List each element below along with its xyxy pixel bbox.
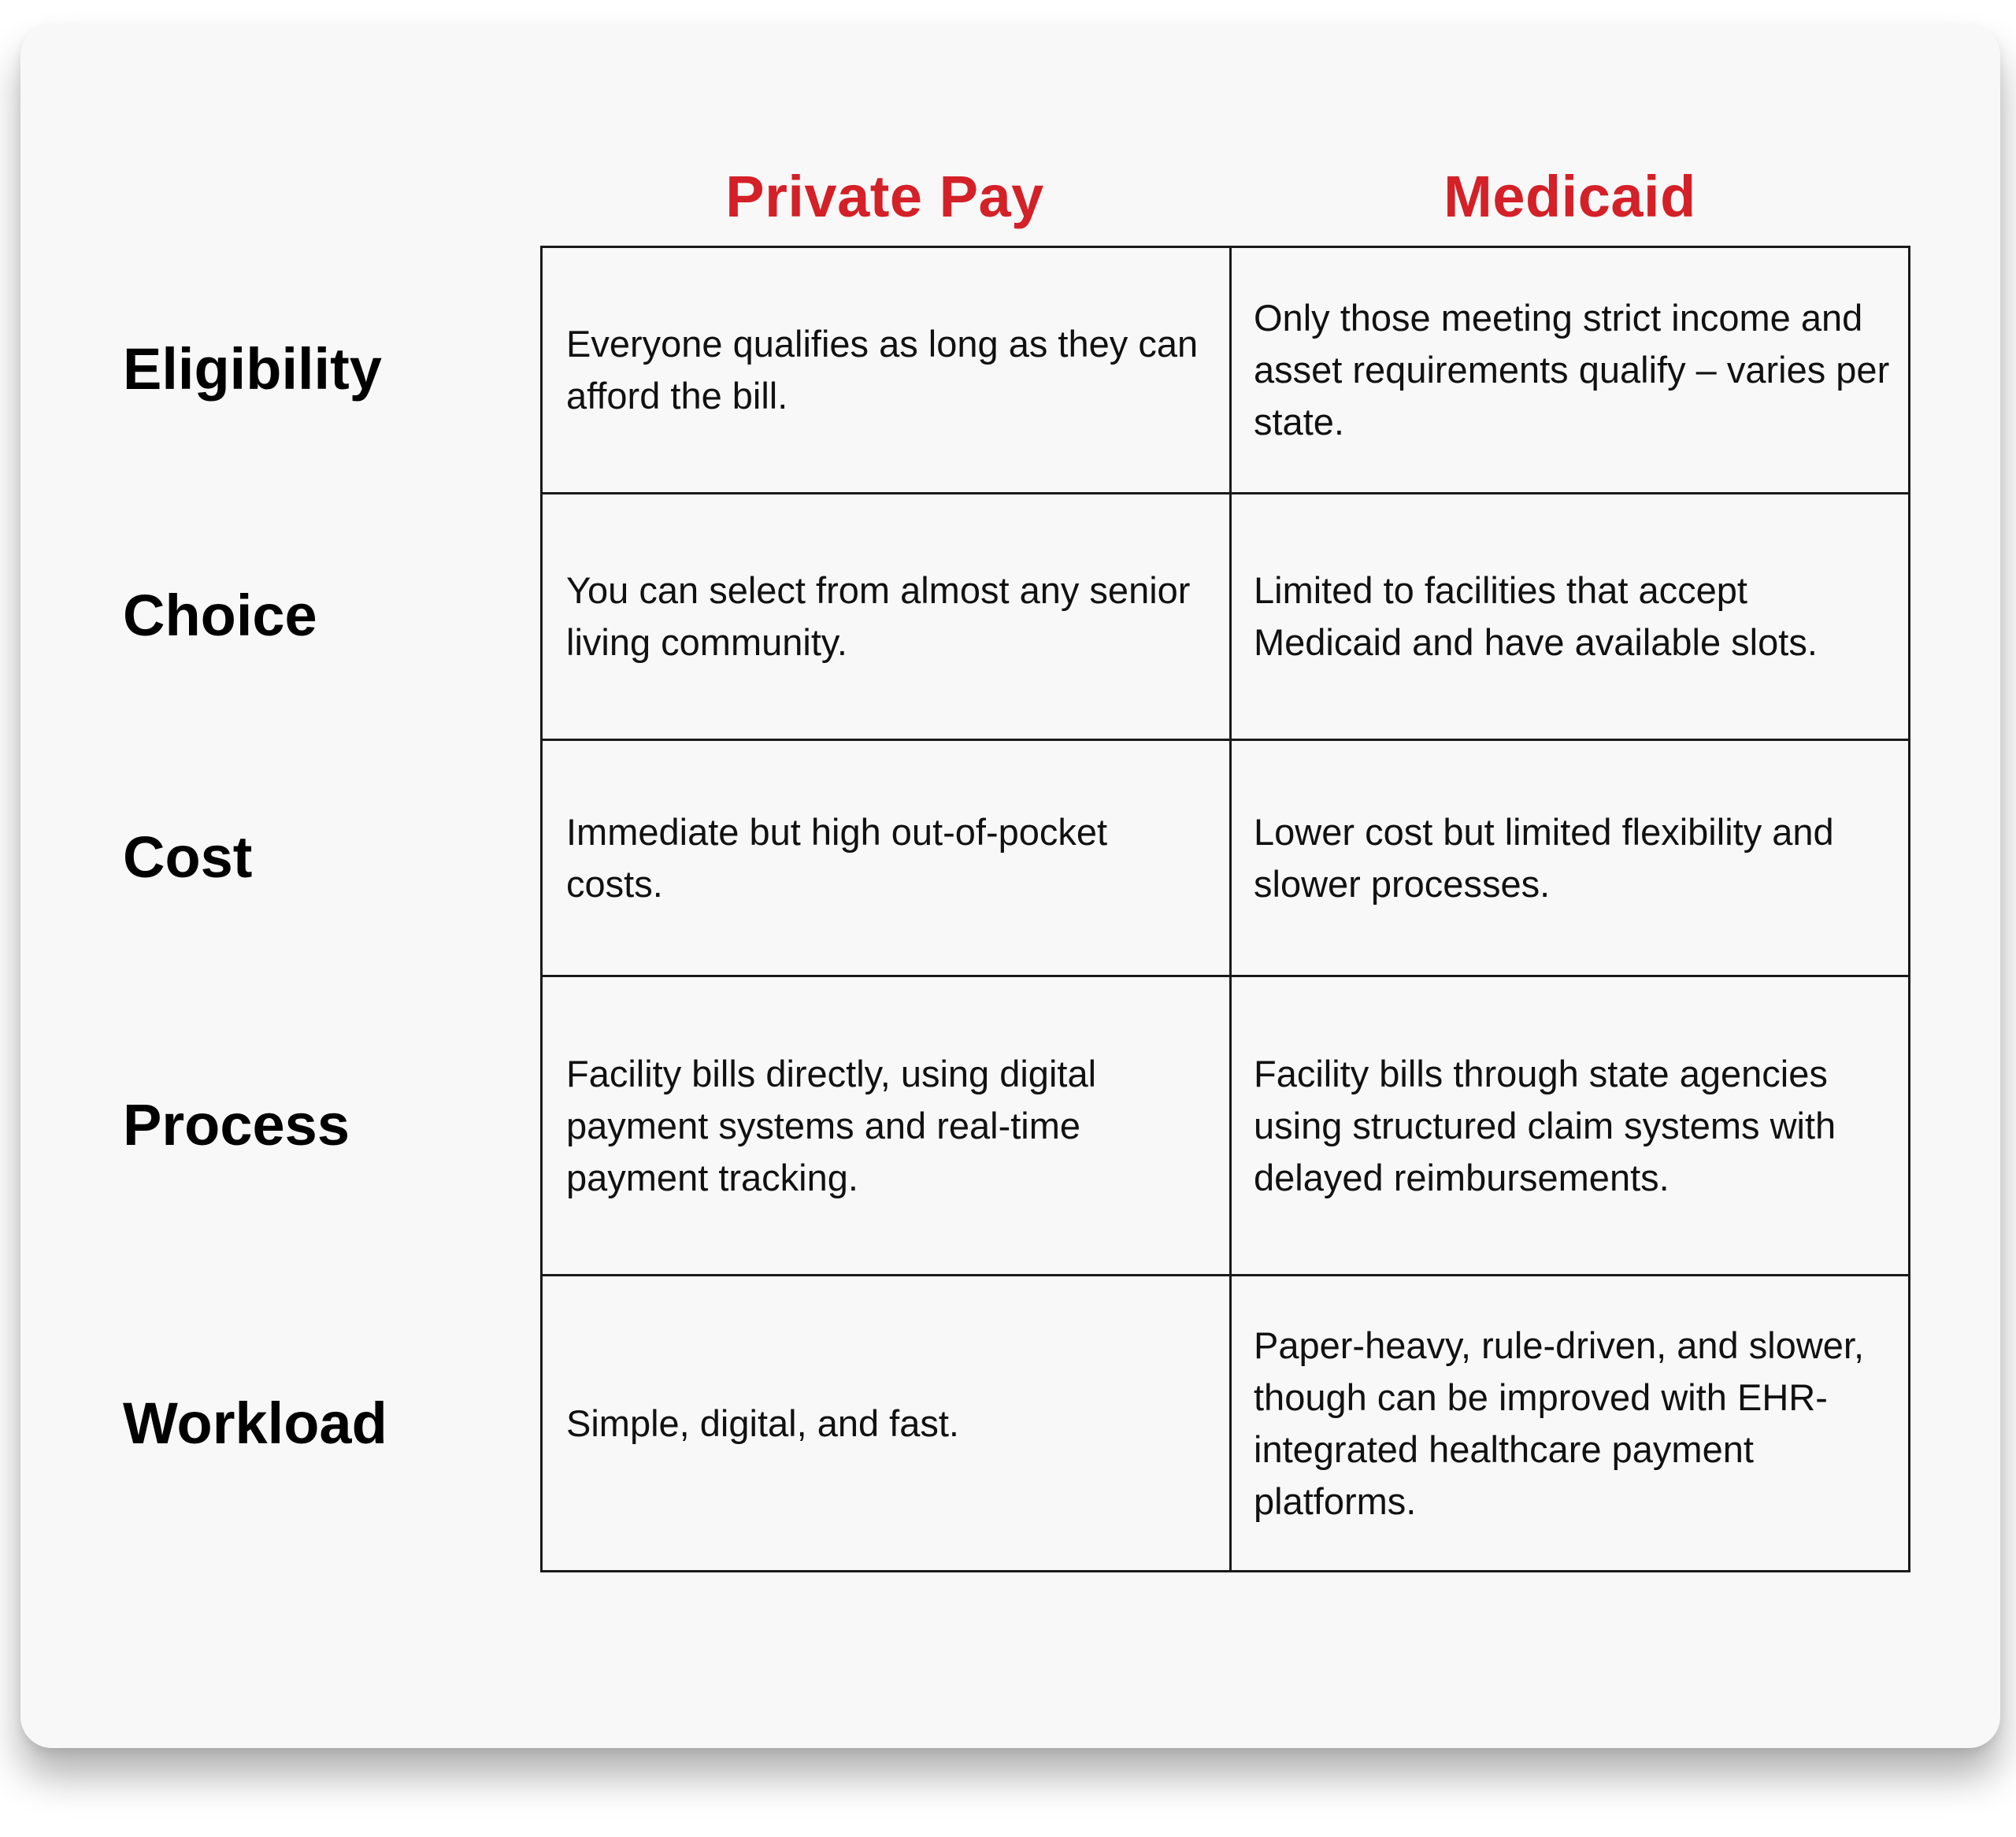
cell-eligibility-medicaid: Only those meeting strict income and asset requirements qualify – varies per state. xyxy=(1232,248,1910,494)
cell-process-private-pay: Facility bills directly, using digital payment systems and real-time payment tracking. xyxy=(543,977,1232,1276)
cell-cost-medicaid: Lower cost but limited flexibility and slower processes. xyxy=(1232,741,1910,977)
comparison-table xyxy=(540,246,1910,1572)
row-label-process: Process xyxy=(123,1091,350,1157)
cell-workload-medicaid: Paper-heavy, rule-driven, and slower, though can be improved with EHR-integrated healthcare payment platforms. xyxy=(1254,1324,1865,1522)
cell-process-medicaid: Facility bills through state agencies using structured claim systems with delayed reimbursements. xyxy=(1232,977,1910,1276)
column-header-private-pay: Private Pay xyxy=(725,164,1044,229)
cell-choice-private-pay: You can select from almost any senior living community. xyxy=(543,494,1232,741)
row-label-choice: Choice xyxy=(123,583,317,648)
row-label-eligibility: Eligibility xyxy=(123,336,382,402)
column-header-medicaid: Medicaid xyxy=(1443,164,1696,229)
cell-eligibility-private-pay: Everyone qualifies as long as they can afford the bill. xyxy=(543,248,1232,494)
cell-choice-medicaid: Limited to facilities that accept Medicaid and have available slots. xyxy=(1232,494,1910,741)
row-label-workload: Workload xyxy=(123,1391,387,1456)
comparison-card xyxy=(20,24,2000,1748)
cell-workload-private-pay: Simple, digital, and fast. xyxy=(543,1276,1232,1570)
cell-cost-private-pay: Immediate but high out-of-pocket costs. xyxy=(543,741,1232,977)
row-label-cost: Cost xyxy=(123,824,253,890)
